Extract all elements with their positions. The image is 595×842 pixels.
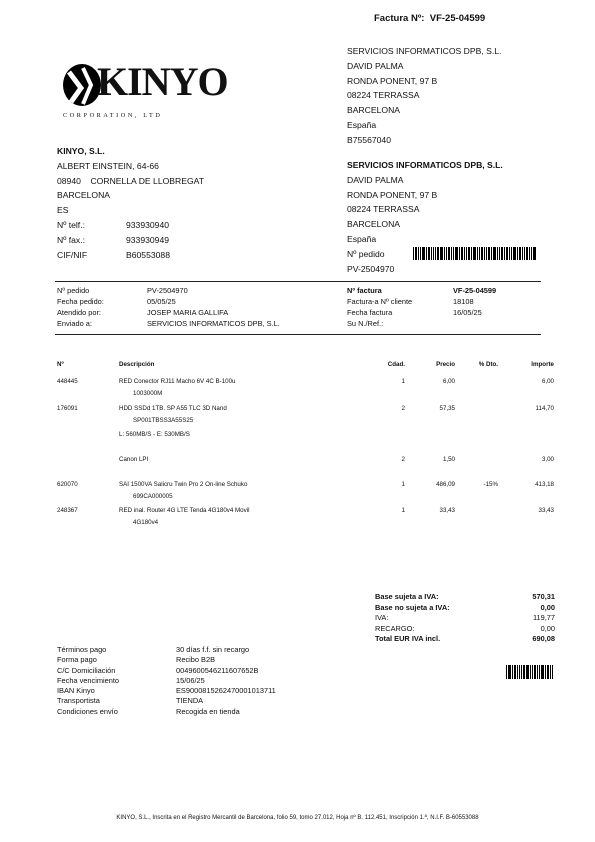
totals-label: Base sujeta a IVA: [375, 592, 439, 601]
barcode-bar [477, 247, 478, 260]
barcode-bar [446, 247, 447, 260]
line-quantity: 1 [401, 507, 405, 514]
barcode-bar [506, 665, 507, 679]
line-subcode: 699CA000005 [133, 493, 173, 500]
barcode-bar [431, 247, 432, 260]
terms-row [57, 666, 276, 676]
col-header-quantity: Cdad. [387, 361, 405, 368]
order-info-block [57, 285, 280, 329]
barcode-bar [539, 665, 540, 679]
invoice-info-value: 16/05/25 [453, 308, 482, 317]
invoice-info-label: Su N./Ref.: [347, 319, 384, 328]
barcode-bar [506, 247, 508, 260]
seller-name: KINYO, S.L. [57, 146, 105, 156]
recipient-top-line: RONDA PONENT, 97 B [347, 75, 438, 86]
barcode-bar [534, 665, 536, 679]
line-discount: -15% [483, 481, 498, 488]
seller-province: BARCELONA [57, 190, 111, 201]
barcode-bar [513, 247, 516, 260]
invoice-info-row [347, 307, 496, 318]
col-header-amount: Importe [531, 361, 554, 368]
totals-row [375, 592, 555, 603]
barcode-bar [479, 247, 480, 260]
terms-label: Fecha vencimiento [57, 675, 120, 685]
barcode-bar [523, 665, 525, 679]
barcode-bar [526, 665, 529, 679]
order-info-value: SERVICIOS INFORMATICOS DPB, S.L. [147, 319, 280, 328]
order-info-row [57, 285, 280, 296]
barcode-bar [501, 247, 503, 260]
barcode-bar [444, 247, 445, 260]
totals-label: RECARGO: [375, 623, 415, 633]
barcode-bar [497, 247, 498, 260]
barcode-bar [519, 247, 521, 260]
barcode-bar [466, 247, 467, 260]
invoice-info-label: Factura-a Nº cliente [347, 297, 413, 306]
line-quantity: 2 [401, 456, 405, 463]
barcode-bar [524, 247, 525, 260]
recipient-top-line: BARCELONA [347, 105, 401, 116]
totals-value: 0,00 [540, 623, 555, 633]
terms-value: ES9000815262470001013711 [176, 686, 276, 696]
seller-zip-city [57, 174, 297, 189]
terms-label: Forma pago [57, 655, 97, 665]
line-amount: 413,18 [535, 481, 554, 488]
barcode-bar [526, 247, 528, 260]
seller-tel-label: Nº telf.: [57, 219, 85, 230]
barcode-bar [517, 247, 518, 260]
terms-label: C/C Domiciliación [57, 665, 116, 675]
barcode-bar [514, 665, 516, 679]
line-code: 620070 [57, 481, 78, 488]
barcode-bar [519, 665, 520, 679]
line-price: 57,35 [439, 405, 455, 412]
seller-country: ES [57, 205, 69, 216]
totals-label: Base no sujeta a IVA: [375, 602, 450, 612]
barcode-bar [531, 247, 532, 260]
barcode-bar [532, 665, 533, 679]
invoice-number-header [374, 12, 485, 27]
order-info-label: Nº pedido [57, 286, 90, 295]
barcode-bar [537, 665, 538, 679]
order-info-value: 05/05/25 [147, 297, 176, 306]
terms-row [57, 645, 276, 655]
seller-cif: B60553088 [126, 249, 170, 260]
barcode-bar [508, 665, 511, 679]
barcode-bar [473, 247, 476, 260]
recipient-contact: DAVID PALMA [347, 174, 404, 185]
barcode-bar [491, 247, 492, 260]
barcode-bar [511, 247, 512, 260]
barcode-bar [433, 247, 434, 260]
barcode-bar [420, 247, 421, 260]
invoice-info-value: VF-25-04599 [453, 286, 497, 295]
totals-value: 0,00 [540, 602, 555, 612]
terms-value: 15/06/25 [176, 675, 205, 685]
barcode-bar [521, 665, 522, 679]
order-info-value: PV-2504970 [147, 286, 188, 295]
line-description: RED Conector RJ11 Macho 6V 4C B-100u [119, 378, 236, 385]
seller-tel: 933930940 [126, 219, 170, 230]
order-info-label: Fecha pedido: [57, 297, 104, 306]
terms-label: Términos pago [57, 645, 107, 654]
invoice-number-label: Factura Nº: [374, 13, 425, 24]
order-barcode [413, 247, 537, 260]
line-amount: 33,43 [538, 507, 554, 514]
invoice-info-label: Nº factura [347, 286, 382, 295]
footer-legal-text: KINYO, S.L., Inscrita en el Registro Mercantil de Barcelona, folio 59, tomo 27.012, Hoja nº B. 112.451, Inscripción 1.ª, N.I.F. B-60553088 [116, 815, 479, 821]
terms-value: TIENDA [176, 696, 204, 706]
barcode-bar [484, 247, 485, 260]
order-info-label: Enviado a: [57, 319, 92, 328]
terms-label: Condiciones envío [57, 706, 118, 716]
company-logo [61, 59, 228, 122]
seller-fax-label: Nº fax.: [57, 234, 85, 245]
totals-row [375, 634, 555, 645]
barcode-bar [530, 665, 531, 679]
totals-block [375, 592, 555, 645]
barcode-bar [545, 665, 546, 679]
invoice-info-value: 18108 [453, 297, 474, 306]
invoice-info-row [347, 318, 496, 329]
totals-label: IVA: [375, 613, 389, 622]
totals-value: 119,77 [532, 613, 555, 622]
barcode-bar [504, 247, 505, 260]
barcode-bar [448, 247, 450, 260]
recipient-address: RONDA PONENT, 97 B [347, 189, 438, 200]
totals-row [375, 624, 555, 635]
barcode-bar [517, 665, 518, 679]
barcode-bar [529, 247, 530, 260]
line-description: Canon LPI [119, 456, 149, 463]
seller-fax-row [57, 233, 297, 248]
order-info-row [57, 307, 280, 318]
line-amount: 114,70 [535, 405, 554, 412]
barcode-bar [481, 247, 483, 260]
col-header-price: Precio [436, 361, 455, 368]
line-subcode: SP001TBSS3A55S25 [133, 417, 194, 424]
barcode-bar [461, 247, 463, 260]
terms-row [57, 655, 276, 665]
barcode-bar [499, 247, 500, 260]
barcode-bar [512, 665, 513, 679]
totals-value: 690,08 [532, 634, 555, 643]
invoice-barcode [506, 665, 555, 679]
terms-value: Recibo B2B [176, 655, 216, 665]
col-header-discount: % Dto. [478, 361, 498, 368]
barcode-bar [471, 247, 472, 260]
line-price: 486,09 [436, 481, 455, 488]
recipient-top-block [347, 44, 501, 148]
barcode-bar [541, 665, 544, 679]
barcode-bar [418, 247, 419, 260]
recipient-top-line: SERVICIOS INFORMATICOS DPB, S.L. [347, 46, 502, 56]
seller-cif-label: CIF/NIF [57, 249, 88, 260]
line-description: HDD SSDd 1TB. SP A55 TLC 3D Nand [119, 405, 227, 412]
recipient-pedido: PV-2504970 [347, 263, 395, 274]
line-quantity: 1 [401, 481, 405, 488]
recipient-top-line: B75567040 [347, 134, 391, 145]
terms-value: 0049600546211607652B [176, 665, 259, 675]
order-info-value: JOSEP MARIA GALLIFA [147, 308, 229, 317]
barcode-bar [415, 247, 417, 260]
barcode-bar [459, 247, 460, 260]
line-code: 176091 [57, 405, 78, 412]
seller-zip: 08940 [57, 175, 81, 186]
recipient-top-line: DAVID PALMA [347, 60, 404, 71]
barcode-bar [488, 247, 490, 260]
divider [55, 334, 541, 335]
terms-label: Transportista [57, 696, 100, 706]
totals-row [375, 613, 555, 624]
logo-wordmark: KINYO [97, 59, 228, 104]
recipient-top-line: España [347, 119, 377, 130]
col-header-code: Nº [57, 361, 64, 368]
line-quantity: 1 [401, 378, 405, 385]
recipient-top-line: 08224 TERRASSA [347, 90, 420, 101]
seller-block [57, 144, 297, 262]
totals-row [375, 603, 555, 614]
recipient-zip-city: 08224 TERRASSA [347, 204, 420, 215]
barcode-bar [428, 247, 430, 260]
line-description: L: 560MB/S - E: 530MB/S [119, 431, 190, 438]
terms-block [57, 645, 276, 717]
invoice-info-block [347, 285, 496, 329]
barcode-bar [509, 247, 510, 260]
barcode-bar [451, 247, 452, 260]
line-amount: 3,00 [541, 456, 554, 463]
totals-value: 570,31 [532, 592, 555, 601]
invoice-number-value: VF-25-04599 [429, 13, 486, 24]
barcode-bar [552, 665, 553, 679]
barcode-bar [455, 247, 458, 260]
order-info-row [57, 296, 280, 307]
seller-city: CORNELLA DE LLOBREGAT [90, 175, 204, 186]
divider [55, 281, 541, 282]
barcode-bar [522, 247, 523, 260]
terms-row [57, 707, 276, 717]
recipient-pedido-label: Nº pedido [347, 248, 385, 259]
barcode-bar [440, 247, 443, 260]
invoice-info-row [347, 296, 496, 307]
terms-value: Recogida en tienda [176, 706, 240, 716]
seller-fax: 933930949 [126, 234, 170, 245]
barcode-bar [464, 247, 465, 260]
terms-row [57, 686, 276, 696]
col-header-description: Descripción [119, 361, 155, 368]
barcode-bar [493, 247, 496, 260]
barcode-bar [413, 247, 414, 260]
seller-tel-row [57, 218, 297, 233]
recipient-name: SERVICIOS INFORMATICOS DPB, S.L. [347, 160, 503, 170]
order-info-row [57, 318, 280, 329]
totals-label: Total EUR IVA incl. [375, 634, 441, 643]
line-subcode: 4G180v4 [133, 519, 159, 526]
barcode-bar [422, 247, 425, 260]
line-description: RED inal. Router 4G LTE Tenda 4G180v4 Movil [119, 507, 250, 514]
invoice-info-row [347, 285, 496, 296]
barcode-bar [453, 247, 454, 260]
barcode-bar [437, 247, 439, 260]
terms-label: IBAN Kinyo [57, 686, 95, 696]
recipient-country: España [347, 233, 377, 244]
terms-row [57, 696, 276, 706]
terms-row [57, 676, 276, 686]
line-code: 248367 [57, 507, 78, 514]
seller-address: ALBERT EINSTEIN, 64-66 [57, 160, 159, 171]
order-info-label: Atendido por: [57, 308, 101, 317]
line-price: 1,50 [442, 456, 455, 463]
invoice-info-label: Fecha factura [347, 308, 393, 317]
line-code: 448445 [57, 378, 78, 385]
logo-subtitle: CORPORATION, LTD [63, 112, 163, 119]
barcode-bar [547, 665, 549, 679]
line-price: 33,43 [439, 507, 455, 514]
barcode-bar [426, 247, 427, 260]
barcode-bar [435, 247, 436, 260]
recipient-province: BARCELONA [347, 219, 401, 230]
line-quantity: 2 [401, 405, 405, 412]
barcode-bar [468, 247, 470, 260]
terms-value: 30 días f.f. sin recargo [176, 645, 250, 654]
seller-cif-row [57, 248, 297, 263]
line-description: SAI 1500VA Salicru Twin Pro 2 On-line Schuko [119, 481, 248, 488]
line-price: 6,00 [442, 378, 455, 385]
barcode-bar [550, 665, 551, 679]
barcode-bar [533, 247, 536, 260]
barcode-bar [486, 247, 487, 260]
line-subcode: 1003000M [133, 390, 163, 397]
line-amount: 6,00 [541, 378, 554, 385]
